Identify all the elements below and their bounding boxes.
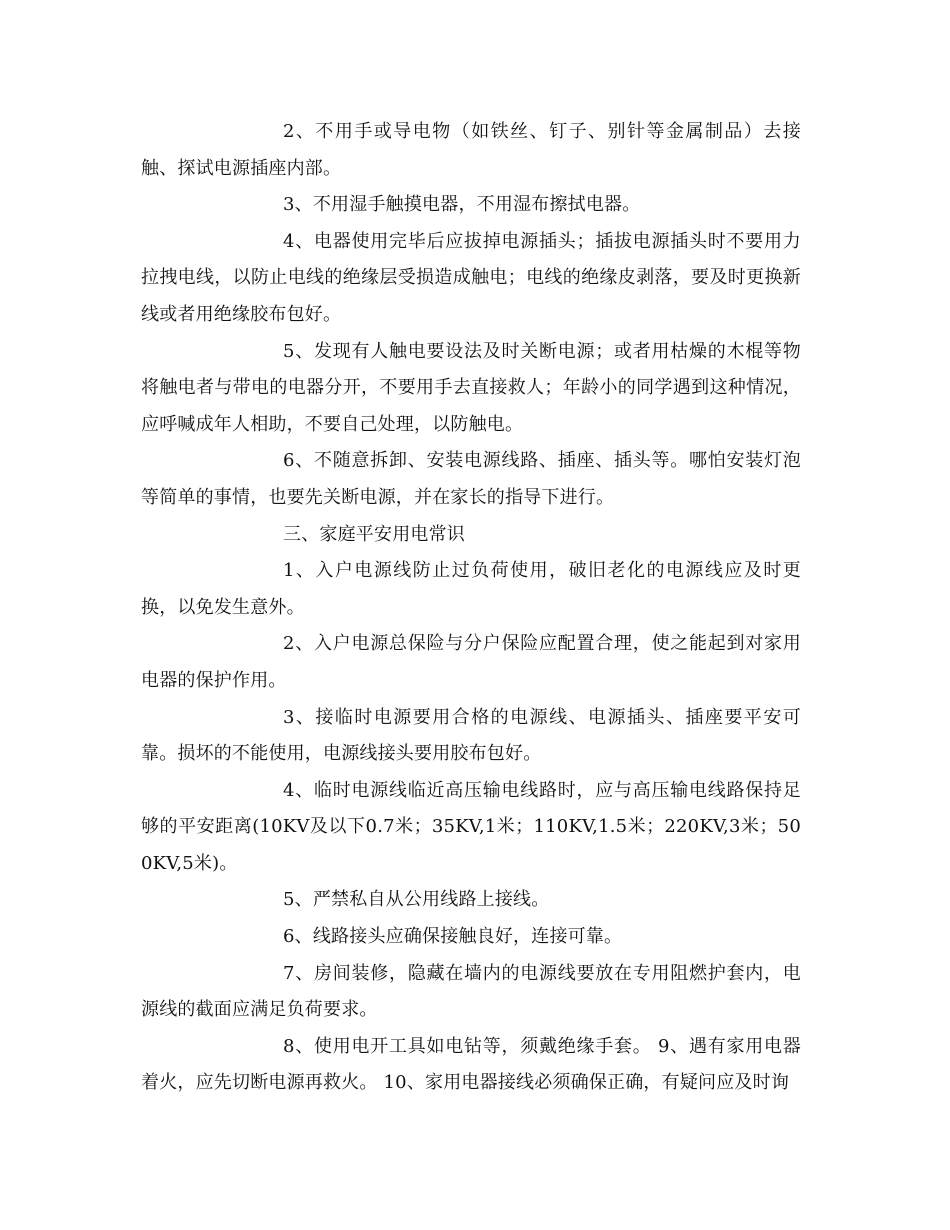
section-heading: 三、家庭平安用电常识 xyxy=(283,523,465,545)
document-body xyxy=(141,114,801,1102)
paragraph-item-3: 3、不用湿手触摸电器，不用湿布擦拭电器。 xyxy=(283,194,641,216)
section-paragraph-3: 3、接临时电源要用合格的电源线、电源插头、插座要平安可靠。损坏的不能使用，电源线接头要用胶布包好。 xyxy=(141,706,801,765)
paragraph-item-2: 2、不用手或导电物（如铁丝、钉子、别针等金属制品）去接触、探试电源插座内部。 xyxy=(141,121,801,179)
section-paragraph-6: 6、线路接头应确保接触良好，连接可靠。 xyxy=(283,926,623,948)
section-paragraph-8: 8、使用电开工具如电钻等，须戴绝缘手套。 9、遇有家用电器着火，应先切断电源再救火。 10、家用电器接线必须确保正确，有疑问应及时询 xyxy=(141,1035,801,1094)
section-paragraph-1: 1、入户电源线防止过负荷使用，破旧老化的电源线应及时更换，以免发生意外。 xyxy=(141,560,801,618)
section-paragraph-2: 2、入户电源总保险与分户保险应配置合理，使之能起到对家用电器的保护作用。 xyxy=(141,633,801,691)
section-paragraph-7: 7、房间装修，隐藏在墙内的电源线要放在专用阻燃护套内，电源线的截面应满足负荷要求。 xyxy=(141,962,801,1021)
paragraph-item-6: 6、不随意拆卸、安装电源线路、插座、插头等。哪怕安装灯泡等简单的事情，也要先关断电源，并在家长的指导下进行。 xyxy=(141,450,801,508)
section-paragraph-5: 5、严禁私自从公用线路上接线。 xyxy=(283,889,550,911)
section-paragraph-4: 4、临时电源线临近高压输电线路时，应与高压输电线路保持足够的平安距离(10KV及以下0.7米；35KV,1米；110KV,1.5米；220KV,3米；500KV,5米)。 xyxy=(141,779,801,874)
paragraph-item-5: 5、发现有人触电要设法及时关断电源；或者用枯燥的木棍等物将触电者与带电的电器分开，不要用手去直接救人；年龄小的同学遇到这种情况，应呼喊成年人相助，不要自己处理，以防触电。 xyxy=(141,340,801,435)
paragraph-item-4: 4、电器使用完毕后应拔掉电源插头；插拔电源插头时不要用力拉拽电线，以防止电线的绝缘层受损造成触电；电线的绝缘皮剥落，要及时更换新线或者用绝缘胶布包好。 xyxy=(141,230,801,325)
